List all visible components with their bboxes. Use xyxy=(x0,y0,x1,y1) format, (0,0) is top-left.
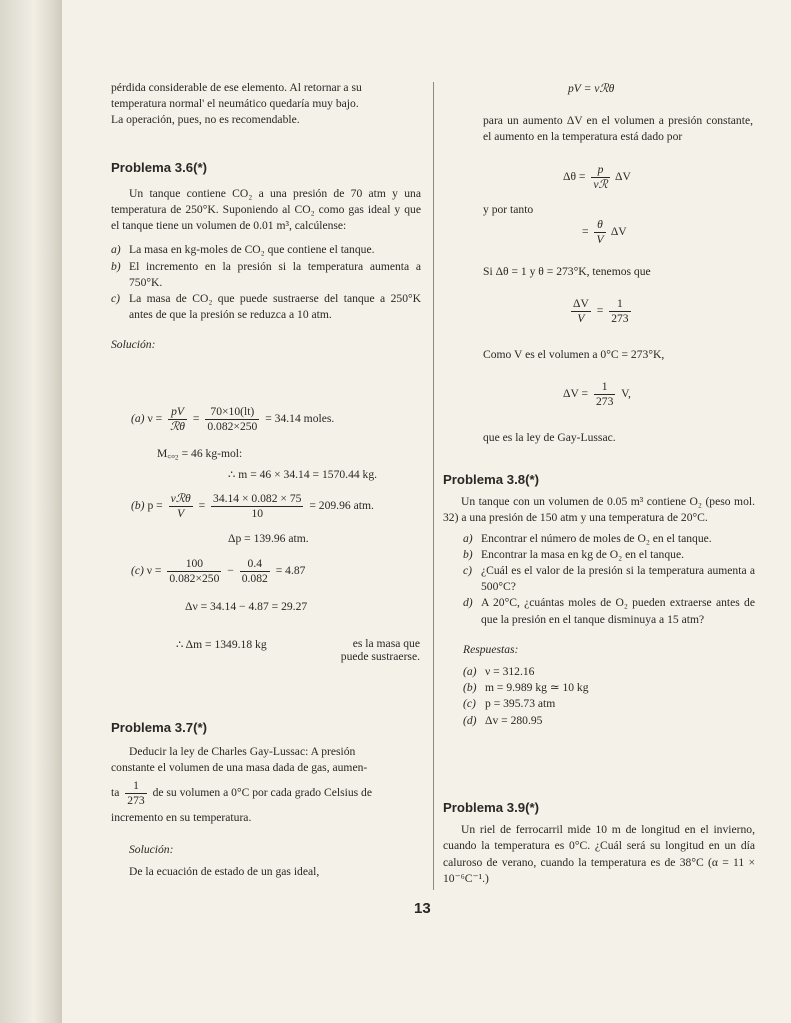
item-label: b) xyxy=(463,547,473,561)
solution-label: Solución: xyxy=(129,842,174,856)
numerator: ΔV xyxy=(573,297,589,310)
fraction xyxy=(594,380,615,409)
item-text: Encontrar el número de moles de O₂ en el tanque. xyxy=(481,531,712,545)
page-number: 13 xyxy=(414,900,431,917)
numerator: 0.4 xyxy=(240,557,270,572)
answer-text: p = 395.73 atm xyxy=(485,697,556,711)
item-label: c) xyxy=(463,564,473,578)
answers-list xyxy=(443,664,755,729)
denominator: V xyxy=(577,312,585,325)
eq-rhs: ΔV xyxy=(610,225,627,239)
denominator: 273 xyxy=(595,395,614,408)
problem-3-9-statement: Un riel de ferrocarril mide 10 m de longitud en el invierno, cuando la temperatura es 0°C. ¿Cuál será su longitud en un día caluroso de verano, cuando la temperatura es de 38°C (α = 11 × 10⁻⁶C⁻¹.) xyxy=(443,823,755,885)
numerator: 100 xyxy=(167,557,221,572)
intro-line: La operación, pues, no es recomendable. xyxy=(111,113,300,127)
answer-text: ν = 312.16 xyxy=(485,665,535,679)
list-item xyxy=(463,563,755,595)
equation-dv-final xyxy=(563,380,631,409)
list-item xyxy=(463,547,755,563)
item-text: La masa en kg-moles de CO₂ que contiene el tanque. xyxy=(129,243,375,257)
answer-item xyxy=(463,713,755,729)
item-label: c) xyxy=(111,292,121,306)
denominator: 0.082×250 xyxy=(207,420,258,433)
problem-3-8-items xyxy=(443,531,755,628)
list-item xyxy=(463,595,755,627)
intro-line: temperatura normal' el neumático quedaría muy bajo. xyxy=(111,97,359,111)
eq-rhs: ΔV xyxy=(615,170,631,184)
eq-lhs: ν = xyxy=(147,412,163,426)
answer-item xyxy=(463,696,755,712)
fraction xyxy=(609,297,630,326)
denominator: 273 xyxy=(127,793,145,807)
eq-lhs: ν = xyxy=(146,564,162,578)
item-label: a) xyxy=(463,531,473,545)
item-text: Encontrar la masa en kg de O₂ en el tanque. xyxy=(481,547,684,561)
problem-3-9 xyxy=(443,800,755,887)
equation-c: (c) ν = $\frac{100}{0.082\times 250}$ − $\frac{0.4}{0.082}$ = 4.87 xyxy=(131,557,306,585)
list-item xyxy=(111,242,421,258)
equation-mco2: M꜀ₒ₂ = 46 kg-mol: xyxy=(157,447,243,460)
fraction xyxy=(240,557,270,586)
equation-a: (a) ν = $\frac{pV}{\text{ℛθ}}$ = $\frac{70\times 10(lt)}{0.082\times 250}$ = 34.14 moles. xyxy=(131,405,335,433)
eq-rhs: = 209.96 atm. xyxy=(309,499,374,513)
equation-dp: Δp = 139.96 atm. xyxy=(228,532,309,545)
answer-label: (a) xyxy=(463,665,477,679)
answer-label: (b) xyxy=(463,681,477,695)
denominator: 0.082 xyxy=(241,572,268,585)
equation-dv: Δν = 34.14 − 4.87 = 29.27 xyxy=(185,600,308,613)
denominator: 273 xyxy=(611,312,629,325)
numerator: p xyxy=(591,163,609,178)
equation-theta xyxy=(582,218,627,247)
intro-line: pérdida considerable de ese elemento. Al retornar a su xyxy=(111,81,362,94)
denominator: νℛ xyxy=(593,178,608,191)
item-text: ¿Cuál es el valor de la presión si la temperatura aumenta a 500°C? xyxy=(481,564,755,594)
text-line: y por tanto xyxy=(483,203,534,216)
problem-3-9-heading: Problema 3.9(*) xyxy=(443,800,540,815)
numerator: 1 xyxy=(609,297,630,312)
eq-rhs: V, xyxy=(621,387,631,401)
equation-b: (b) p = $\frac{\text{νℛθ}}{V}$ = $\frac{34.14 \times 0.082 \times 75}{10}$ = 209.96 atm. xyxy=(131,492,374,520)
denominator: 10 xyxy=(251,507,264,520)
problem-3-7-line-fraction xyxy=(111,779,421,808)
eq-rhs: = 34.14 moles. xyxy=(265,412,335,426)
problem-3-6-statement: Un tanque contiene CO₂ a una presión de 70 atm y una temperatura de 250°K. Suponiendo al CO₂ como gas ideal y que el tanque tiene un volumen de 0.01 m³, calcúlense: xyxy=(111,186,421,233)
text-line: Como V es el volumen a 0°C = 273°K, xyxy=(483,348,665,361)
fraction xyxy=(205,405,259,434)
item-label: d) xyxy=(463,596,473,610)
item-text: El incremento en la presión si la temperatura aumenta a 750°K. xyxy=(129,259,421,289)
item-label: b) xyxy=(111,259,121,273)
numerator: θ xyxy=(594,218,605,233)
list-item xyxy=(111,291,421,323)
item-text: La masa de CO₂ que puede sustraerse del tanque a 250°K antes de que la presión se reduzca a 10 atm. xyxy=(129,292,421,322)
right-para1 xyxy=(483,113,753,145)
fraction xyxy=(167,557,221,586)
numerator: 1 xyxy=(125,779,146,794)
left-column xyxy=(111,80,421,354)
fraction xyxy=(591,163,609,192)
text: de su volumen a 0°C por cada grado Celsius de xyxy=(152,785,372,799)
note-line: es la masa que xyxy=(352,637,420,650)
problem-3-8-heading: Problema 3.8(*) xyxy=(443,472,540,487)
fraction xyxy=(211,492,303,521)
equation-dm-note xyxy=(340,637,420,663)
equation-ratio xyxy=(568,297,634,326)
numerator: 34.14 × 0.082 × 75 xyxy=(213,492,302,505)
fraction xyxy=(169,492,193,521)
answer-label: (d) xyxy=(463,713,477,727)
eq-sign: = xyxy=(596,304,604,318)
eq-rhs: = 4.87 xyxy=(275,564,306,578)
equation-dtheta xyxy=(563,163,631,192)
answers-label: Respuestas: xyxy=(463,642,519,656)
note-line: puede sustraerse. xyxy=(340,650,420,663)
list-item xyxy=(111,259,421,291)
item-text: A 20°C, ¿cuántas moles de O₂ pueden extraerse antes de que la presión en el tanque disminuya a 15 atm? xyxy=(481,596,755,626)
denominator: 0.082×250 xyxy=(169,572,220,585)
denominator: V xyxy=(177,507,185,520)
eq-lhs: ΔV = xyxy=(563,387,589,401)
answer-label: (c) xyxy=(463,697,476,711)
denominator: ℛθ xyxy=(170,420,185,433)
problem-3-8 xyxy=(443,472,755,729)
denominator: V xyxy=(596,233,604,246)
problem-3-6-heading: Problema 3.6(*) xyxy=(111,159,208,175)
problem-3-7-line: constante el volumen de una masa dada de gas, aumen- xyxy=(111,761,368,775)
problem-3-7 xyxy=(111,720,421,880)
eq-lhs: p = xyxy=(147,499,163,513)
answer-item xyxy=(463,680,755,696)
fraction xyxy=(168,405,187,434)
problem-3-7-line: Deducir la ley de Charles Gay-Lussac: A presión xyxy=(129,745,356,759)
answer-text: m = 9.989 kg ≃ 10 kg xyxy=(485,681,589,695)
list-item xyxy=(463,531,755,547)
text-line: Si Δθ = 1 y θ = 273°K, tenemos que xyxy=(483,265,651,278)
column-divider xyxy=(433,82,434,890)
text-line: que es la ley de Gay-Lussac. xyxy=(483,431,616,444)
fraction xyxy=(571,297,591,326)
fraction xyxy=(594,218,605,247)
book-gutter xyxy=(0,0,62,1023)
answer-item xyxy=(463,664,755,680)
problem-3-8-statement: Un tanque con un volumen de 0.05 m³ contiene O₂ (peso mol. 32) a una presión de 150 atm y una temperatura de 20°C. xyxy=(443,495,755,525)
equation-dm: ∴ Δm = 1349.18 kg xyxy=(176,638,267,651)
eq-label: (b) xyxy=(131,499,145,513)
item-label: a) xyxy=(111,243,121,257)
eq-lhs: Δθ = xyxy=(563,170,586,184)
numerator: νℛθ xyxy=(170,492,191,505)
problem-3-7-line: incremento en su temperatura. xyxy=(111,810,252,824)
eq-lhs: = xyxy=(582,225,589,239)
paragraph: para un aumento ΔV en el volumen a presión constante, el aumento en la temperatura está dado por xyxy=(483,114,753,144)
answer-text: Δv = 280.95 xyxy=(485,713,543,727)
equation-state: pV = νℛθ xyxy=(568,82,615,95)
text: ta xyxy=(111,785,120,799)
fraction xyxy=(125,779,146,808)
problem-3-6-items xyxy=(111,242,421,323)
numerator: pV xyxy=(168,405,187,420)
solution-label: Solución: xyxy=(111,338,156,352)
numerator: 1 xyxy=(594,380,615,395)
equation-m: ∴ m = 46 × 34.14 = 1570.44 kg. xyxy=(228,468,378,481)
numerator: 70×10(lt) xyxy=(205,405,259,420)
solution-text: De la ecuación de estado de un gas ideal, xyxy=(129,865,320,879)
problem-3-7-heading: Problema 3.7(*) xyxy=(111,720,208,735)
eq-label: (a) xyxy=(131,412,145,426)
eq-label: (c) xyxy=(131,564,144,578)
